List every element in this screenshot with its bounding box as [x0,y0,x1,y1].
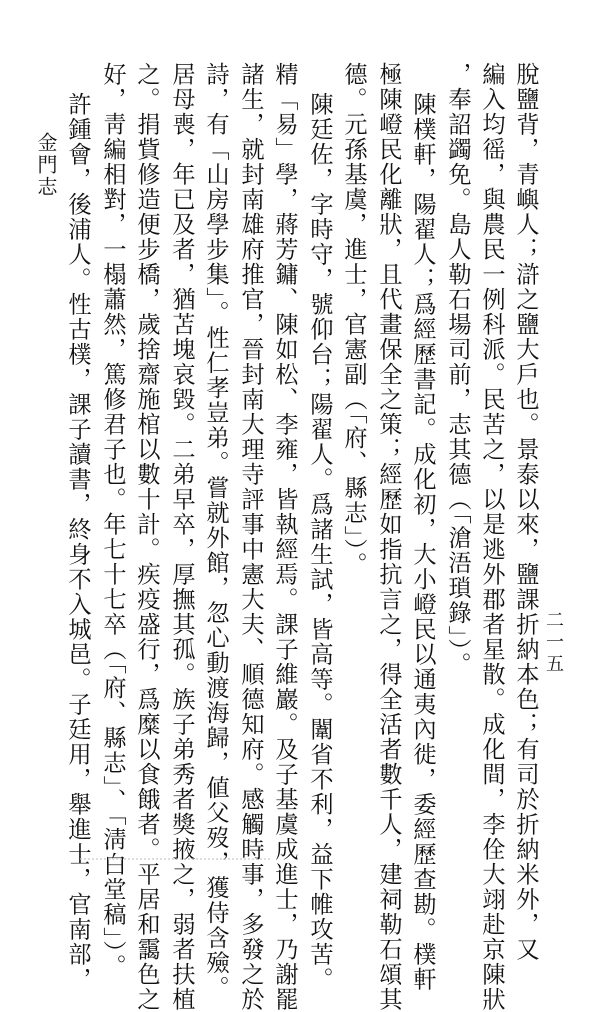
text-column: 居母喪，年已及者，猶苫塊哀毀。二弟早卒，厚撫其孤。族子弟秀者獎掖之，弱者扶植 [168,62,195,1012]
footer-scan-mark [80,858,270,866]
text-column: 德。元孫基虞，進士，官憲副（「府、縣志」）。 [340,62,367,578]
text-column: 許鍾會，後浦人。性古樸，課子讀書，終身不入城邑。子廷用，舉進士，官南部， [64,92,91,992]
text-column: 陳廷佐，字時守，號仰台；陽翟人。爲諸生試，皆高等。闈省不利，益下帷攻苦。 [306,92,333,992]
text-column: 好，靑編相對，一榻蕭然，篤修君子也。年七十七卒（「府、縣志」、「淸白堂稿」）。 [99,62,126,979]
text-column: 之。捐貲修造便步橋，歲捨齋施棺以數十計。疾疫盛行，爲糜以食餓者。平居和靄色之 [133,62,160,1012]
text-column: 編入均徭，與農民一例科派。民苦之，以是逃外郡者星散。成化間，李佺大翊赴京陳狀 [478,62,505,1012]
text-column: 脫鹽背，青嶼人；滸之鹽大戶也。景泰以來，鹽課折納本色；有司於折納米外，又 [512,62,539,962]
text-column: 詩，有「山房學步集」。性仁孝豈弟。嘗就外館，忽心動渡海歸，値父歿，獲侍含殮。 [202,62,229,1001]
text-column: 諸生，就封南雄府推官，晉封南大理寺評事中憲大夫、順德知府。感觸時事，多發之於 [237,62,264,1012]
book-title-header: 金門志 [34,132,58,198]
text-column: ，奉詔蠲免。島人勒石場司前，志其德（「滄浯瑣錄」）。 [444,62,471,678]
text-column: 極陳嶝民化離狀，且代畫保全之策；經歷如指抗言之，得全活者數千人，建祠勒石頌其 [375,62,402,1012]
text-column: 陳樸軒，陽翟人；爲經歷書記。成化初，大小嶝民以通夷內徙，委經歷查勘。樸軒 [409,92,436,992]
page-number: 二一五 [543,610,564,676]
text-column: 精「易」學，蔣芳鏞、陳如松、李雍，皆執經焉。課子維巖。及子基虞成進士，乃謝罷 [271,62,298,1012]
